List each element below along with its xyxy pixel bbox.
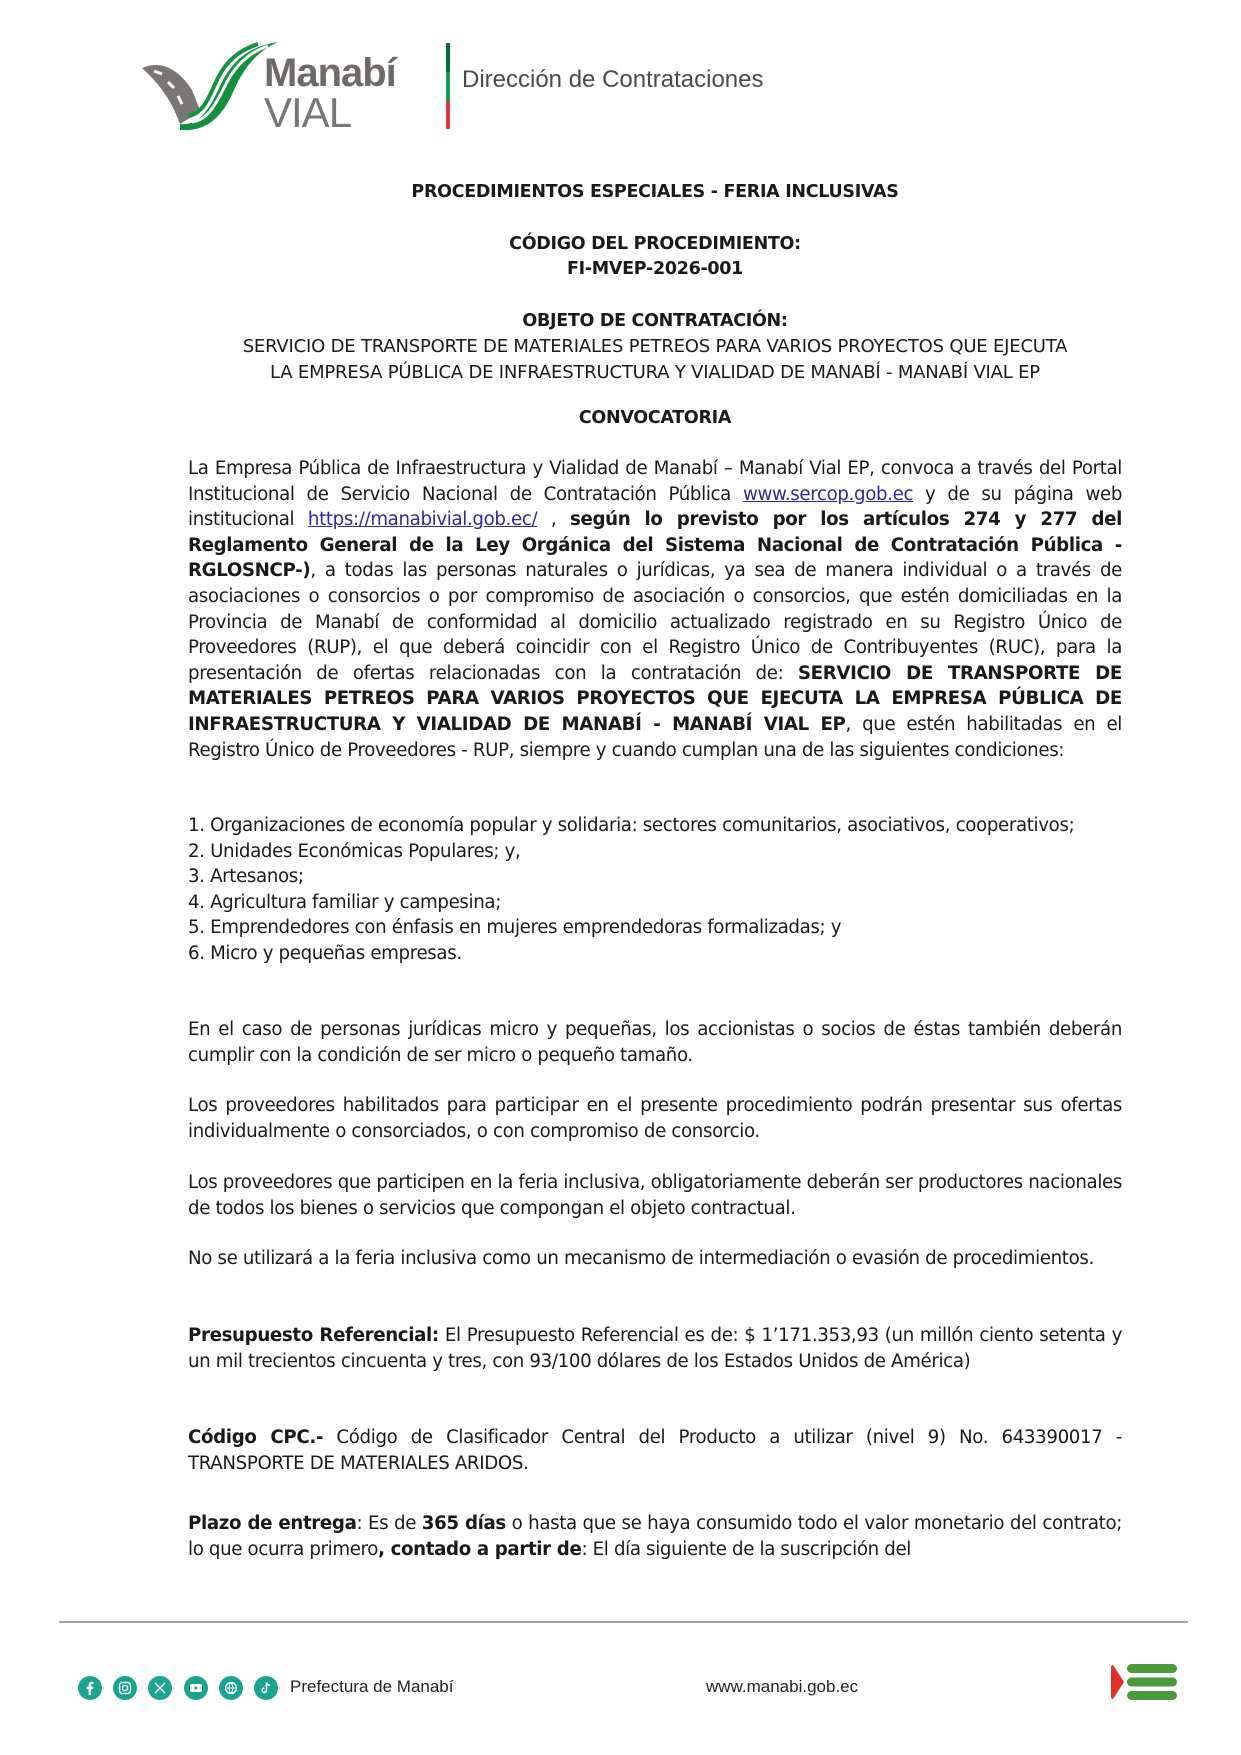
procedure-code: FI-MVEP-2026-001	[566, 259, 744, 279]
condition-item: 3. Artesanos;	[188, 866, 304, 888]
convocatoria-heading: CONVOCATORIA	[578, 408, 732, 428]
intermediacion-paragraph: No se utilizará a la feria inclusiva como un mecanismo de intermediación o evasión de procedimientos.	[188, 1248, 1094, 1269]
habilitados-paragraph: Los proveedores habilitados para participar en el presente procedimiento podrán presentar sus ofertas individualmente o consorciados, o con compromiso de consorcio.	[188, 1095, 1122, 1142]
web-icon[interactable]	[219, 1676, 243, 1700]
x-icon[interactable]	[148, 1676, 172, 1700]
code-heading: CÓDIGO DEL PROCEDIMIENTO:	[509, 234, 801, 254]
plazo-text-3: : El día siguiente de la suscripción del	[581, 1538, 912, 1560]
plazo-label: Plazo de entrega	[188, 1513, 357, 1534]
tiktok-icon[interactable]	[254, 1676, 278, 1700]
intro-text-2: y de su página web institucional	[188, 483, 1123, 531]
cpc-label: Código CPC.-	[188, 1427, 324, 1448]
footer-organization: Prefectura de Manabí	[290, 1677, 454, 1696]
header-divider	[446, 43, 450, 129]
plazo-bold: , contado a partir de	[378, 1538, 582, 1560]
legal-reference: según lo previsto por los artículos 274 y 277 del Reglamento General de la Ley Orgánica del Sistema Nacional de Contratación Pública - RGLOSNCP-)	[188, 509, 1123, 582]
budget-label: Presupuesto Referencial:	[188, 1325, 439, 1346]
budget-text: El Presupuesto Referencial es de: $ 1’171.353,93 (un millón ciento setenta y un mil trecientos cincuenta y tres, con 93/100 dólares de los Estados Unidos de América)	[188, 1325, 1122, 1372]
condition-item: 5. Emprendedores con énfasis en mujeres emprendedoras formalizadas; y	[188, 917, 842, 939]
cpc-text: Código de Clasificador Central del Producto a utilizar (nivel 9) No. 643390017 - TRANSPORTE DE MATERIALES ARIDOS.	[188, 1427, 1122, 1474]
logo-text-manabi: Manabí	[264, 51, 396, 95]
footer-website[interactable]: www.manabi.gob.ec	[706, 1677, 859, 1696]
plazo-paragraph	[188, 1511, 1122, 1562]
intro-text-5: , que estén habilitadas en el Registro Único de Proveedores - RUP, siempre y cuando cumplan una de las siguientes condiciones:	[188, 713, 1123, 761]
intro-text-4: , a todas las personas naturales o jurídicas, ya sea de manera individual o a través de asociaciones o consorcios o por compromiso de asociación o consorcios, que estén domiciliadas en la Provincia de Manabí de conformidad al domicilio actualizado registrado en su Registro Único de Proveedores (RUP), el que deberá coincidir con el Registro Único de Contribuyentes (RUC), para la presentación de ofertas relacionadas con la contratación de:	[188, 560, 1122, 684]
manabi-vial-logo-mark	[140, 38, 280, 134]
prefectura-logo	[1110, 1661, 1178, 1703]
footer-divider	[59, 1621, 1188, 1623]
youtube-icon[interactable]	[184, 1676, 208, 1700]
conditions-list	[188, 813, 1122, 967]
object-line-2: LA EMPRESA PÚBLICA DE INFRAESTRUCTURA Y VIALIDAD DE MANABÍ - MANABÍ VIAL EP	[270, 362, 1040, 383]
intro-paragraph	[188, 456, 1122, 763]
document-title: PROCEDIMIENTOS ESPECIALES - FERIA INCLUSIVAS	[411, 182, 899, 202]
plazo-text-2: o hasta que se haya consumido todo el valor monetario del contrato; lo que ocurra primero	[188, 1513, 1122, 1560]
condition-item: 1. Organizaciones de economía popular y solidaria: sectores comunitarios, asociativos, cooperativos;	[188, 815, 1075, 836]
object-heading: OBJETO DE CONTRATACIÓN:	[522, 311, 788, 331]
manabivial-link[interactable]: https://manabivial.gob.ec/	[307, 509, 538, 531]
productores-paragraph: Los proveedores que participen en la feria inclusiva, obligatoriamente deberán ser productores nacionales de todos los bienes o servicios que compongan el objeto contractual.	[188, 1172, 1122, 1219]
intro-text-1: La Empresa Pública de Infraestructura y Vialidad de Manabí – Manabí Vial EP, convoca a través del Portal Institucional de Servicio Nacional de Contratación Pública	[188, 458, 1122, 505]
plazo-text-1: : Es de	[356, 1513, 422, 1534]
budget-paragraph	[188, 1323, 1122, 1374]
micro-paragraph: En el caso de personas jurídicas micro y pequeñas, los accionistas o socios de éstas también deberán cumplir con la condición de ser micro o pequeño tamaño.	[188, 1019, 1122, 1066]
intro-text-3: ,	[537, 509, 571, 531]
object-line-1: SERVICIO DE TRANSPORTE DE MATERIALES PETREOS PARA VARIOS PROYECTOS QUE EJECUTA	[242, 336, 1068, 357]
cpc-paragraph	[188, 1425, 1122, 1476]
logo-text-vial: VIAL	[264, 89, 352, 136]
plazo-days: 365 días	[421, 1513, 506, 1534]
instagram-icon[interactable]	[113, 1676, 137, 1700]
department-name: Dirección de Contrataciones	[462, 66, 764, 93]
facebook-icon[interactable]	[78, 1676, 102, 1700]
condition-item: 4. Agricultura familiar y campesina;	[188, 891, 501, 913]
condition-item: 6. Micro y pequeñas empresas.	[188, 942, 462, 964]
sercop-link[interactable]: www.sercop.gob.ec	[742, 483, 914, 505]
condition-item: 2. Unidades Económicas Populares; y,	[188, 840, 521, 862]
contract-object-bold: SERVICIO DE TRANSPORTE DE MATERIALES PETREOS PARA VARIOS PROYECTOS QUE EJECUTA LA EMPRESA PÚBLICA DE INFRAESTRUCTURA Y VIALIDAD DE MANABÍ - MANABÍ VIAL EP	[188, 662, 1122, 735]
